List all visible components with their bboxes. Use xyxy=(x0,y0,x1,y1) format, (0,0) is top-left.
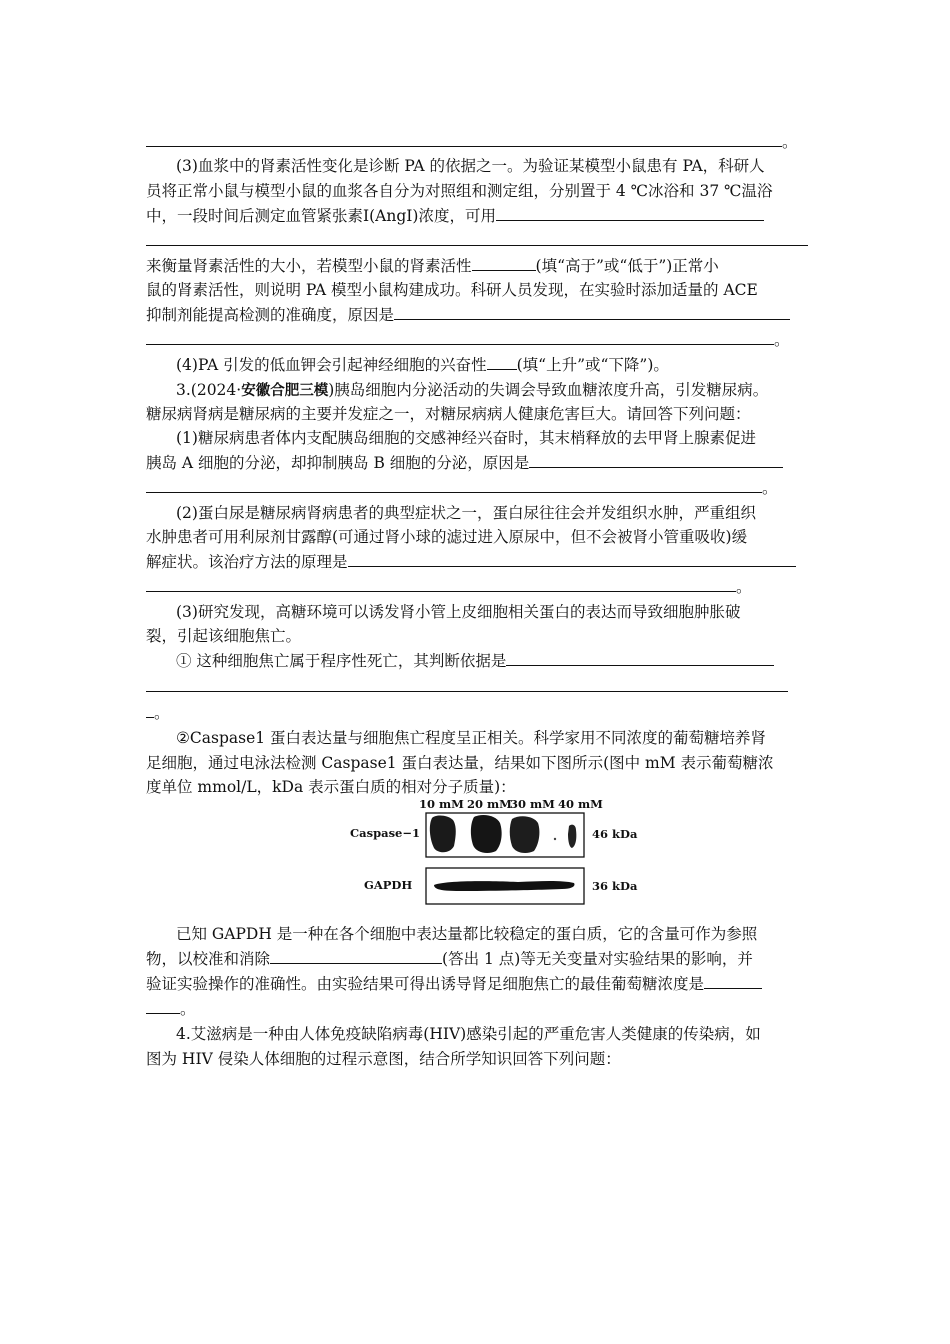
q3-p3-b-line-2: 足细胞，通过电泳法检测 Caspase1 蛋白表达量，结果如下图所示(图中 mM 表示葡萄糖浓 xyxy=(146,754,774,772)
q3-p2-line-3: 解症状。该治疗方法的原理是 xyxy=(146,552,808,572)
caspase-band-30mm xyxy=(510,816,540,853)
answer-blank xyxy=(270,949,442,964)
q3-line-2: 糖尿病肾病是糖尿病的主要并发症之一，对糖尿病病人健康危害巨大。请回答下列问题： xyxy=(146,405,751,423)
q3-p3-a-end: 。 xyxy=(146,703,808,723)
q3-3-line-5: 来衡量肾素活性的大小，若模型小鼠的肾素活性 (填“高于”或“低于”)正常小 xyxy=(146,257,719,275)
caspase-band-10mm xyxy=(430,816,456,853)
q3-p3-b-line-3: 度单位 mmol/L，kDa 表示蛋白质的相对分子质量)： xyxy=(146,778,516,796)
q4-line-1: 4.艾滋病是一种由人体免疫缺陷病毒(HIV)感染引起的严重危害人类健康的传染病，如 xyxy=(176,1025,761,1043)
answer-blank xyxy=(146,999,180,1014)
q3-after-line-4: 。 xyxy=(146,999,808,1019)
q3-after-line-2: 物，以校准和消除 (答出 1 点)等无关变量对实验结果的影响，并 xyxy=(146,950,753,968)
answer-blank xyxy=(146,330,774,345)
answer-line: 。 xyxy=(146,132,808,152)
answer-blank xyxy=(496,206,764,221)
gapdh-label: GAPDH xyxy=(364,878,413,892)
lane-label: 30 mM xyxy=(510,797,555,811)
q3-p2-line-4: 。 xyxy=(146,577,808,597)
q3-3-line-1: (3)血浆中的肾素活性变化是诊断 PA 的依据之一。为验证某模型小鼠患有 PA，科研人 xyxy=(176,157,765,175)
q3-3-line-3: 中，一段时间后测定血管紧张素Ⅰ(AngⅠ)浓度，可用 xyxy=(146,206,808,226)
answer-blank xyxy=(146,478,762,493)
q3-p2-line-1: (2)蛋白尿是糖尿病肾病患者的典型症状之一，蛋白尿往往会并发组织水肿，严重组织 xyxy=(176,504,756,522)
answer-blank xyxy=(348,552,796,567)
western-blot-figure xyxy=(340,796,670,908)
answer-blank xyxy=(472,256,536,271)
answer-blank xyxy=(506,651,774,666)
lane-label: 10 mM xyxy=(419,797,464,811)
answer-blank xyxy=(704,974,762,989)
q3-p1-line-1: (1)糖尿病患者体内支配胰岛细胞的交感神经兴奋时，其末梢释放的去甲肾上腺素促进 xyxy=(176,429,756,447)
answer-rule xyxy=(146,244,808,246)
q3-p2-line-2: 水肿患者可用利尿剂甘露醇(可通过肾小球的滤过进入原尿中，但不会被肾小管重吸收)缓 xyxy=(146,528,748,546)
answer-blank xyxy=(146,703,154,718)
q3-p1-line-3: 。 xyxy=(146,478,808,498)
q3-after-line-1: 已知 GAPDH 是一种在各个细胞中表达量都比较稳定的蛋白质，它的含量可作为参照 xyxy=(176,925,758,943)
q3-line-1: 3.(2024·安徽合肥三模)胰岛细胞内分泌活动的失调会导致血糖浓度升高，引发糖尿病。 xyxy=(176,381,769,399)
q3-p3-a-line: ① 这种细胞焦亡属于程序性死亡，其判断依据是 xyxy=(176,651,808,671)
gapdh-band xyxy=(434,881,575,891)
caspase1-kda: 46 kDa xyxy=(592,827,638,841)
q3-p1-line-2: 胰岛 A 细胞的分泌，却抑制胰岛 B 细胞的分泌，原因是 xyxy=(146,453,808,473)
answer-blank xyxy=(146,577,736,592)
q3-p3-b-line-1: ②Caspase1 蛋白表达量与细胞焦亡程度呈正相关。科学家用不同浓度的葡萄糖培养肾 xyxy=(176,729,767,747)
answer-blank xyxy=(394,305,790,320)
answer-blank xyxy=(487,355,517,370)
answer-blank xyxy=(529,453,783,468)
caspase-band-20mm xyxy=(471,815,502,853)
q3-p3-line-2: 裂，引起该细胞焦亡。 xyxy=(146,627,302,645)
q3-3-line-6: 鼠的肾素活性，则说明 PA 模型小鼠构建成功。科研人员发现，在实验时添加适量的 ACE xyxy=(146,281,758,299)
answer-rule xyxy=(146,690,788,692)
lane-label: 40 mM xyxy=(558,797,603,811)
caspase1-label: Caspase−1 xyxy=(350,826,420,840)
q3-3-line-2: 员将正常小鼠与模型小鼠的血浆各自分为对照组和测定组，分别置于 4 ℃冰浴和 37 ℃温浴 xyxy=(146,182,773,200)
q3-3-line-8: 。 xyxy=(146,330,808,350)
q3-p3-line-1: (3)研究发现，高糖环境可以诱发肾小管上皮细胞相关蛋白的表达而导致细胞肿胀破 xyxy=(176,603,741,621)
lane-label: 20 mM xyxy=(467,797,512,811)
q3-3-line-7: 抑制剂能提高检测的准确度，原因是 xyxy=(146,305,808,325)
caspase-band-40mm xyxy=(568,825,576,848)
question-source: 安徽合肥三模 xyxy=(241,383,329,399)
q3-4-line: (4)PA 引发的低血钾会引起神经细胞的兴奋性 (填“上升”或“下降”)。 xyxy=(176,356,669,374)
q4-line-2: 图为 HIV 侵染人体细胞的过程示意图，结合所学知识回答下列问题： xyxy=(146,1050,621,1068)
answer-blank xyxy=(146,132,782,147)
q3-after-line-3: 验证实验操作的准确性。由实验结果可得出诱导肾足细胞焦亡的最佳葡萄糖浓度是 xyxy=(146,974,808,994)
gapdh-kda: 36 kDa xyxy=(592,879,638,893)
